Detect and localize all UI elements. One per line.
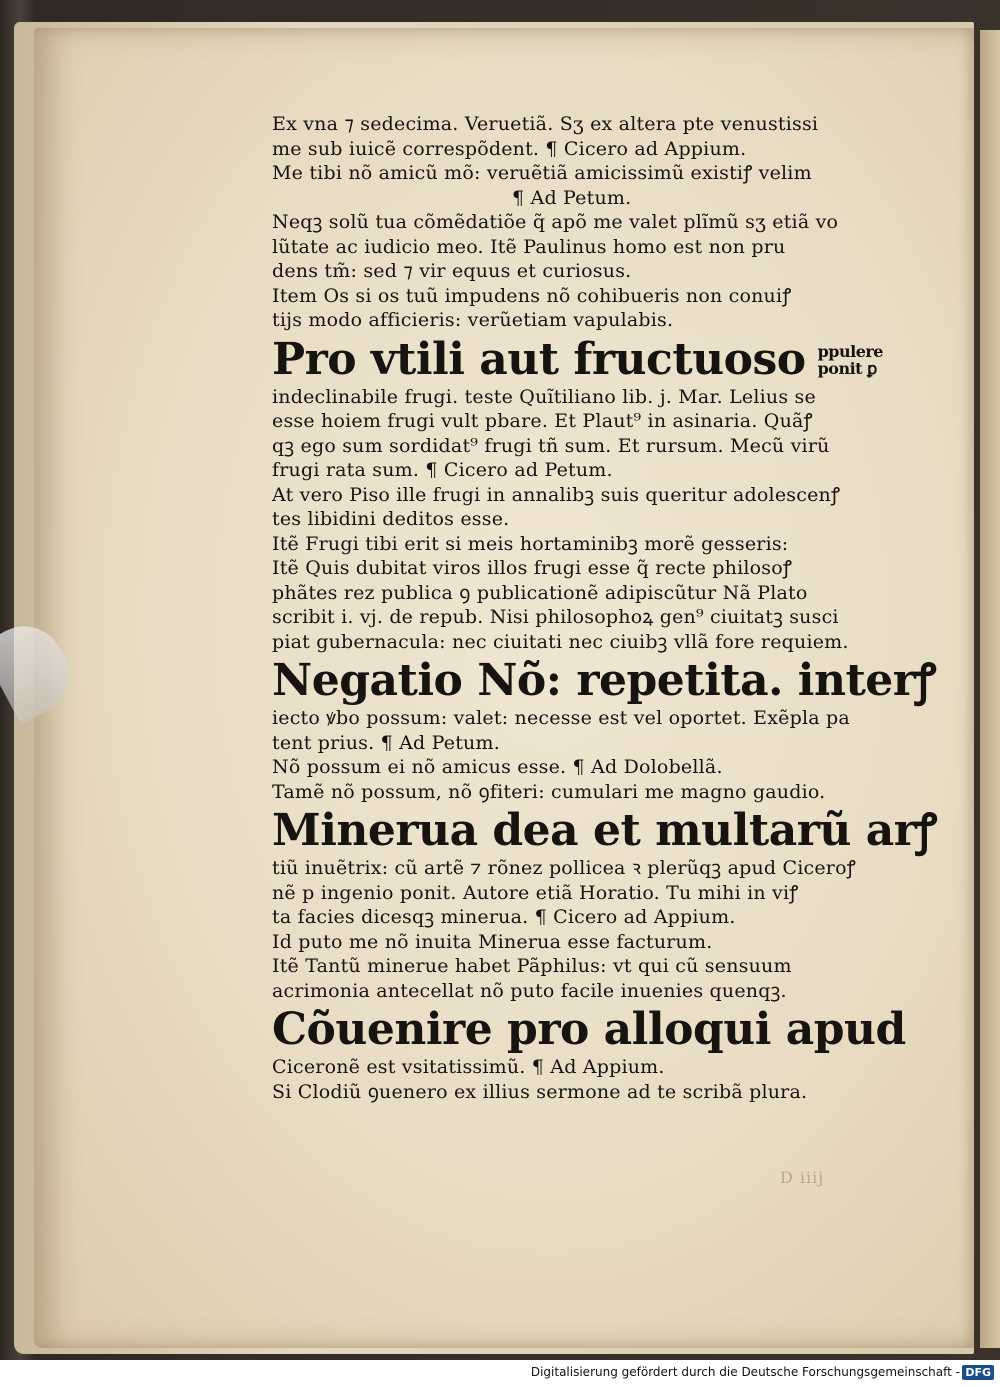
text-line: ¶ Ad Petum. <box>512 186 632 209</box>
text-line: Itẽ Frugi tibi erit si meis hortaminibꝫ morẽ gesseris: <box>272 532 789 555</box>
text-line: phãtes rez publica ꝯ publicationẽ adipiscũtur Nã Plato <box>272 581 808 604</box>
text-line: Nõ possum ei nõ amicus esse. ¶ Ad Dolobellã. <box>272 756 723 778</box>
text-line: Neqꝫ solũ tua cõmẽdatiõe q̃ apõ me valet plĩmũ sʒ etiã vo <box>272 211 839 233</box>
text-line: me sub iuicẽ correspõdent. ¶ Cicero ad Appium. <box>272 137 747 160</box>
text-line: At vero Piso ille frugi in annalibꝫ suis queritur adolescenꝭ <box>272 483 841 506</box>
text-line: ta facies dicesqꝫ minerua. ¶ Cicero ad Appium. <box>272 906 736 928</box>
text-line: Itẽ Tantũ minerue habet Pãphilus: vt qui cũ sensuum <box>272 955 792 977</box>
text-line: Itẽ Quis dubitat viros illos frugi esse q̃ recte philosoꝭ <box>272 557 793 579</box>
text-line: tes libidini deditos esse. <box>272 508 510 530</box>
text-line: piat gubernacula: nec ciuitati nec ciuibꝫ vllã fore requiem. <box>272 630 849 653</box>
text-line: lũtate ac iudicio meo. Itẽ Paulinus homo est non pru <box>272 235 786 258</box>
section-heading: Cõuenire pro alloqui apud <box>272 1004 906 1055</box>
heading-side-note <box>818 343 883 377</box>
text-line: indeclinabile frugi. teste Quĩtiliano lib. j. Mar. Lelius se <box>272 385 816 408</box>
text-line: acrimonia antecellat nõ puto facile inuenies quenqꝫ. <box>272 979 787 1002</box>
text-line: esse hoiem frugi vult pbare. Et Plaut⁹ in asinaria. Quãꝭ <box>272 410 813 432</box>
footer-bar <box>0 1360 1000 1387</box>
facing-page-edge <box>980 30 1000 1348</box>
heading-text: Pro vtili aut fructuoso <box>272 333 806 385</box>
printed-text <box>272 112 937 1104</box>
funding-notice: Digitalisierung gefördert durch die Deutsche Forschungsgemeinschaft - <box>530 1365 960 1379</box>
text-line: Ciceronẽ est vsitatissimũ. ¶ Ad Appium. <box>272 1056 665 1078</box>
side-note-line: ppulere <box>817 341 883 361</box>
section-heading: Negatio Nõ: repetita. interꝭ <box>272 655 936 706</box>
text-line: Tamẽ nõ possum, nõ ꝯfiteri: cumulari me magno gaudio. <box>272 780 826 803</box>
dfg-logo: DFG <box>962 1365 994 1380</box>
text-line: frugi rata sum. ¶ Cicero ad Petum. <box>272 459 613 481</box>
text-line: Id puto me nõ inuita Minerua esse facturum. <box>272 930 713 953</box>
text-line: tijs modo afficieris: verũetiam vapulabis. <box>272 309 674 331</box>
text-line: nẽ p ingenio ponit. Autore etiã Horatio. Tu mihi in viꝭ <box>272 881 799 904</box>
text-line: scribit i. vj. de repub. Nisi philosophoꝝ gen⁹ ciuitatꝫ susci <box>272 606 839 628</box>
section-heading <box>272 335 892 385</box>
text-line: Me tibi nõ amicũ mõ: veruẽtiã amicissimũ existiꝭ velim <box>272 162 812 184</box>
text-line: iecto ꝟbo possum: valet: necesse est vel oportet. Exẽpla pa <box>272 707 850 729</box>
text-line: tent prius. ¶ Ad Petum. <box>272 731 500 754</box>
side-note-line: ponit ꝑ <box>817 358 877 378</box>
text-line: qꝫ ego sum sordidat⁹ frugi tñ sum. Et rursum. Mecũ virũ <box>272 434 830 457</box>
text-line: Ex vna ⁊ sedecima. Veruetiã. Sʒ ex altera pte venustissi <box>272 113 819 135</box>
text-line: Item Os si os tuũ impudens nõ cohibueris non conuiꝭ <box>272 284 792 307</box>
text-line: tiũ inuẽtrix: cũ artẽ ⁊ rõnez pollicea ꝛ plerũqꝫ apud Ciceroꝭ <box>272 857 856 879</box>
section-heading: Minerua dea et multarũ arꝭ <box>272 805 937 856</box>
text-line: dens tm̃: sed ⁊ vir equus et curiosus. <box>272 260 632 282</box>
text-line: Si Clodiũ ꝯuenero ex illius sermone ad te scribã plura. <box>272 1080 808 1103</box>
signature-mark: D iiij <box>780 1168 825 1187</box>
